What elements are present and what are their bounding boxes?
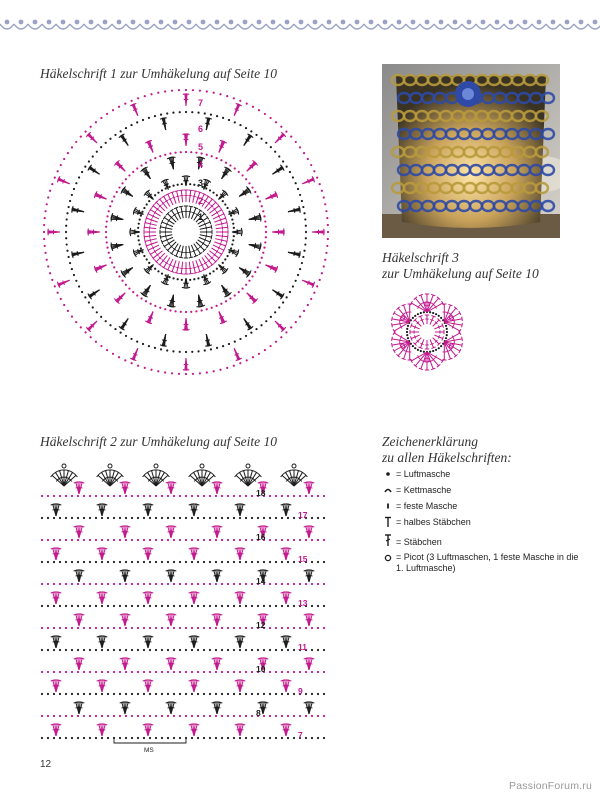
stitch-group (51, 680, 62, 692)
stitch-group (119, 318, 128, 330)
stitch-group (235, 504, 246, 516)
row-number-label: 17 (298, 510, 308, 520)
diagram-1-round-chart (38, 84, 334, 380)
round-number-label: 6 (198, 124, 204, 134)
legend-item (382, 530, 582, 550)
slip-stitch-icon (382, 484, 394, 496)
stitch-group (281, 636, 292, 648)
stitch-group (205, 334, 212, 346)
stitch-group (244, 318, 253, 330)
stitch-group (130, 103, 138, 115)
stitch-group (160, 118, 167, 130)
stitch-group (114, 160, 125, 171)
row-number-label: 18 (256, 488, 266, 498)
stitch-group (57, 176, 69, 184)
double-crochet-icon (382, 534, 394, 546)
stitch-group (88, 165, 100, 174)
stitch-group (275, 321, 286, 332)
stitch-group (235, 592, 246, 604)
stitch-group (235, 636, 246, 648)
row-chains (41, 693, 325, 695)
single-crochet-icon (382, 500, 394, 512)
stitch-group (120, 570, 131, 582)
diagram-2-row-chart (36, 458, 336, 754)
stitch-group (265, 191, 277, 199)
row-number-label: 13 (298, 598, 308, 608)
stitch-group (114, 293, 125, 304)
legend-label: = Stäbchen (396, 537, 442, 547)
stitch-group (166, 482, 177, 494)
row-chains (41, 627, 325, 629)
stitch-group (182, 176, 190, 186)
row-chains (41, 517, 325, 519)
stitch-group (235, 548, 246, 560)
stitch-group (234, 103, 242, 115)
page-number: 12 (40, 759, 52, 770)
stitch-group (182, 278, 190, 288)
stitch-group (166, 526, 177, 538)
stitch-group (249, 242, 261, 250)
stitch-group (72, 206, 84, 213)
stitch-group (304, 658, 315, 670)
stitch-group (144, 190, 154, 200)
stitch-group (234, 348, 242, 360)
shell-group (143, 464, 170, 486)
row-chains (41, 539, 325, 541)
legend-item (382, 498, 582, 514)
flower-petal (392, 331, 412, 360)
round-number-label: 7 (198, 98, 204, 108)
row-chains (41, 605, 325, 607)
stitch-group (239, 268, 251, 278)
stitch-group (145, 311, 153, 323)
stitch-group (74, 702, 85, 714)
row-chains (41, 495, 325, 497)
stitch-group (74, 526, 85, 538)
stitch-group (143, 636, 154, 648)
stitch-group (244, 134, 253, 146)
legend-title-line-1: Zeichenerklärung (382, 434, 478, 449)
stitch-group (281, 548, 292, 560)
stitch-group (130, 228, 140, 236)
stitch-group (219, 190, 229, 200)
legend-title-line-2: zu allen Häkelschriften: (382, 450, 512, 465)
round-number-label: 1 (198, 212, 204, 222)
picot-icon (382, 552, 394, 564)
stitch-group (74, 482, 85, 494)
shell-group (281, 464, 308, 486)
stitch-group (97, 592, 108, 604)
shell-group (97, 464, 124, 486)
flower-petal (442, 331, 462, 360)
stitch-group (183, 94, 190, 106)
stitch-group (272, 290, 284, 299)
stitch-group (97, 548, 108, 560)
stitch-group (143, 680, 154, 692)
stitch-group (166, 702, 177, 714)
stitch-group (51, 592, 62, 604)
stitch-group (145, 140, 153, 152)
legend-list (382, 466, 582, 573)
stitch-group (304, 702, 315, 714)
stitch-group (143, 724, 154, 736)
stitch-group (189, 680, 200, 692)
stitch-group (304, 482, 315, 494)
stitch-group (166, 614, 177, 626)
stitch-group (275, 132, 286, 143)
stitch-group (166, 570, 177, 582)
stitch-group (160, 334, 167, 346)
stitch-group (219, 140, 227, 152)
round-number-label: 5 (198, 142, 204, 152)
flower-petal (442, 304, 462, 333)
stitch-group (304, 614, 315, 626)
stitch-group (302, 280, 314, 288)
stitch-group (143, 548, 154, 560)
stitch-group (182, 318, 189, 330)
stitch-group (183, 358, 190, 370)
stitch-group (48, 229, 60, 236)
stitch-group (219, 265, 229, 275)
stitch-group (97, 724, 108, 736)
stitch-group (144, 265, 154, 275)
row-chains (41, 649, 325, 651)
round-number-label: 3 (198, 178, 204, 188)
round-number-label: 2 (198, 196, 204, 206)
flower-petal (392, 304, 412, 333)
flower-petal (410, 352, 443, 370)
stitch-group (302, 176, 314, 184)
stitch-group (205, 118, 212, 130)
stitch-group (74, 570, 85, 582)
row-chains (41, 737, 325, 739)
legend-item (382, 466, 582, 482)
flower-petal (410, 294, 443, 312)
stitch-group (111, 242, 123, 250)
stitch-group (239, 187, 251, 197)
stitch-group (120, 614, 131, 626)
stitch-group (167, 295, 175, 307)
legend-label: = Luftmasche (396, 469, 451, 479)
stitch-group (222, 285, 232, 297)
stitch-group (219, 311, 227, 323)
legend-label: = feste Masche (396, 501, 458, 511)
legend-item (382, 482, 582, 498)
stitch-group (130, 348, 138, 360)
stitch-group (312, 229, 324, 236)
stitch-group (74, 658, 85, 670)
stitch-group (121, 187, 133, 197)
chain-icon (382, 468, 394, 480)
stitch-group (51, 504, 62, 516)
stitch-group (182, 134, 189, 146)
stitch-group (189, 724, 200, 736)
round-2 (144, 190, 228, 274)
repeat-bracket (114, 738, 186, 754)
stitch-group (232, 228, 242, 236)
stitch-group (281, 680, 292, 692)
stitch-group (88, 290, 100, 299)
stitch-group (288, 206, 300, 213)
stitch-group (51, 636, 62, 648)
legend-item (382, 550, 582, 573)
row-chains (41, 583, 325, 585)
legend-label: = Kettmasche (396, 485, 452, 495)
row-chains (41, 671, 325, 673)
diagram-3-title-line-1: Häkelschrift 3 (382, 250, 459, 265)
row-number-label: 11 (298, 642, 307, 652)
stitch-group (235, 680, 246, 692)
stitch-group (120, 702, 131, 714)
row-number-label: 7 (298, 730, 303, 740)
stitch-group (74, 614, 85, 626)
row-number-label: 9 (298, 686, 303, 696)
round-6-chains (65, 111, 307, 353)
stitch-group (196, 295, 204, 307)
stitch-group (281, 724, 292, 736)
stitch-group (97, 504, 108, 516)
stitch-group (120, 658, 131, 670)
stitch-group (212, 526, 223, 538)
stitch-group (249, 213, 261, 221)
stitch-group (97, 636, 108, 648)
round-4-chains (105, 151, 267, 313)
stitch-group (166, 658, 177, 670)
diagram-1-title: Häkelschrift 1 zur Umhäkelung auf Seite 10 (40, 66, 277, 81)
repeat-label: MS (144, 747, 154, 754)
row-number-label: 14 (256, 576, 266, 586)
stitch-group (189, 548, 200, 560)
stitch-group (143, 504, 154, 516)
stitch-group (212, 658, 223, 670)
stitch-group (222, 167, 232, 179)
stitch-group (212, 482, 223, 494)
stitch-group (94, 191, 106, 199)
stitch-group (189, 592, 200, 604)
stitch-group (235, 724, 246, 736)
row-number-label: 16 (256, 532, 266, 542)
stitch-group (141, 167, 151, 179)
shell-group (51, 464, 78, 486)
stitch-group (272, 165, 284, 174)
watermark: PassionForum.ru (509, 780, 592, 792)
stitch-group (51, 548, 62, 560)
stitch-group (304, 526, 315, 538)
stitch-group (288, 251, 300, 258)
stitch-group (272, 228, 284, 235)
legend-label: = halbes Stäbchen (396, 517, 471, 527)
stitch-group (189, 504, 200, 516)
stitch-group (57, 280, 69, 288)
stitch-group (189, 636, 200, 648)
row-number-label: 12 (256, 620, 266, 630)
round-1 (160, 206, 212, 258)
row-number-label: 8 (256, 708, 261, 718)
stitch-group (120, 482, 131, 494)
stitch-group (121, 268, 133, 278)
row-chains (41, 715, 325, 717)
stitch-group (72, 251, 84, 258)
stitch-group (281, 504, 292, 516)
shell-group (189, 464, 216, 486)
stitch-group (86, 132, 97, 143)
stitch-group (86, 321, 97, 332)
stitch-group (119, 134, 128, 146)
legend-label: = Picot (3 Luftmaschen, 1 feste Masche in die 1. Luftmasche) (396, 552, 579, 573)
stitch-group (281, 592, 292, 604)
round-7-chains (43, 89, 329, 375)
row-number-label: 15 (298, 554, 308, 564)
stitch-group (265, 265, 277, 273)
stitch-group (141, 285, 151, 297)
product-photo (382, 64, 560, 238)
shell-group (235, 464, 262, 486)
row-number-label: 10 (256, 664, 266, 674)
stitch-group (94, 265, 106, 273)
stitch-group (143, 592, 154, 604)
stitch-group (304, 570, 315, 582)
stitch-group (247, 160, 258, 171)
diagram-2-title: Häkelschrift 2 zur Umhäkelung auf Seite 10 (40, 434, 277, 449)
stitch-group (212, 702, 223, 714)
diagram-3-title-line-2: zur Umhäkelung auf Seite 10 (382, 266, 539, 281)
half-double-crochet-icon (382, 516, 394, 528)
legend-item (382, 514, 582, 530)
stitch-group (212, 570, 223, 582)
stitch-group (51, 724, 62, 736)
round-number-label: 4 (198, 160, 204, 170)
row-chains (41, 561, 325, 563)
stitch-group (88, 228, 100, 235)
scallop-border (0, 0, 600, 36)
diagram-3-flower-chart (380, 285, 474, 379)
stitch-group (247, 293, 258, 304)
stitch-group (120, 526, 131, 538)
stitch-group (97, 680, 108, 692)
stitch-group (212, 614, 223, 626)
stitch-group (167, 157, 175, 169)
candle-holder-image (382, 64, 560, 238)
stitch-group (111, 213, 123, 221)
